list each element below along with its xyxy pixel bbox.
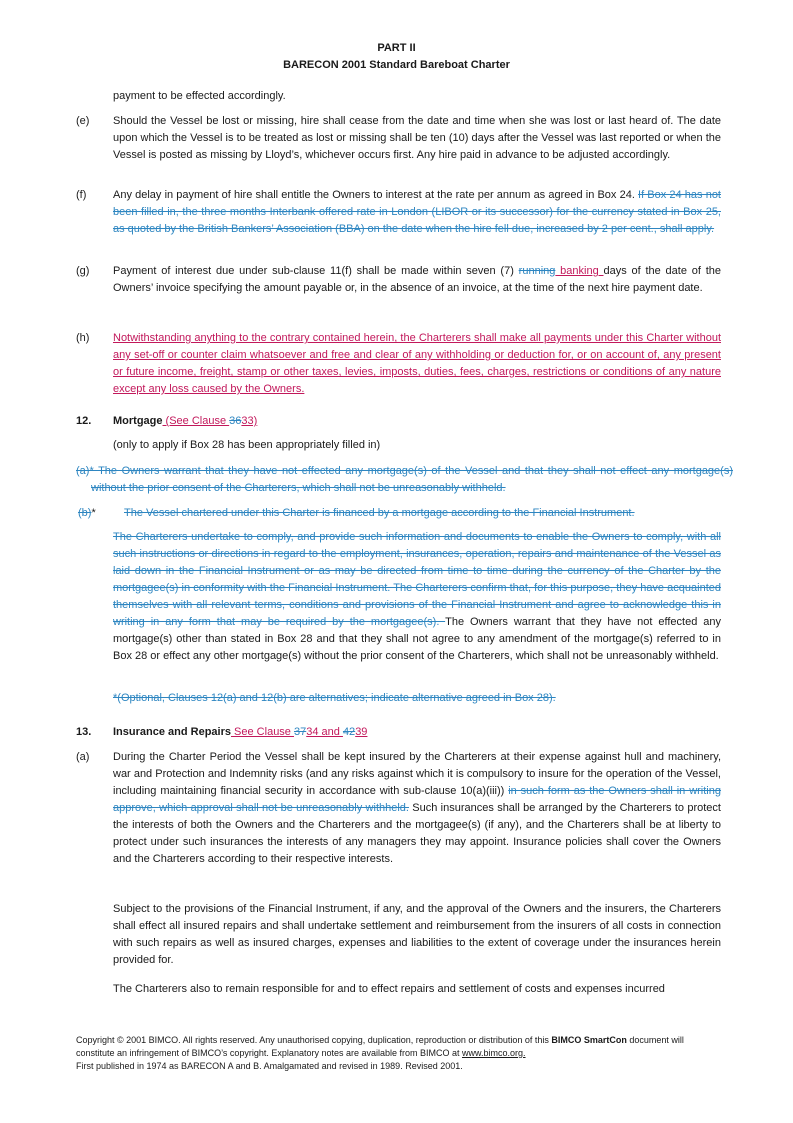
continued-text: payment to be effected accordingly. — [113, 90, 286, 102]
clause-f-text — [113, 187, 721, 238]
clause-12b-label: (b) — [78, 507, 92, 519]
clause-13-title: Insurance and Repairs — [113, 726, 231, 738]
bimco-website-link[interactable]: www.bimco.org. — [462, 1048, 526, 1058]
clause-e-body: Should the Vessel be lost or missing, hire shall cease from the date and time when she was lost or last heard of. The date upon which the Vessel is to be treated as lost or missing shall be ten (10) days after the Vessel was last reported or when the Vessel is posted as missing by Lloyd’s, whichever occurs first. Any hire paid in advance to be adjusted accordingly. — [113, 115, 721, 161]
clause-13-ref-a: See Clause — [231, 726, 294, 738]
clause-13a-body-1: During the Charter Period the Vessel shall be kept insured by the Charterers at their expense against hull and machinery, war and Protection and Indemnity risks (and any risks against which it is compulsory to insure for the operation of the Vessel, including maintaining financial security in accordance with sub-clause 10(a)(iii)) — [113, 751, 721, 797]
clause-h-label: (h) — [76, 332, 90, 344]
clause-12b-text — [124, 505, 721, 522]
clause-12a-deleted: (a)* The Owners warrant that they have not effected any mortgage(s) of the Vessel and that they shall not effect any mortgage(s) without the prior consent of the Charterers, which shall not be unreasonably withheld. — [76, 465, 733, 494]
clause-f-label: (f) — [76, 189, 87, 201]
footer-brand: BIMCO SmartCon — [551, 1035, 627, 1045]
clause-13-heading — [113, 724, 721, 741]
clause-13-ref-deleted-1: 37 — [293, 726, 307, 738]
clause-h-text — [113, 330, 721, 398]
copyright-footer — [76, 1034, 721, 1073]
clause-g-text — [113, 263, 721, 297]
clause-12-paragraph — [113, 529, 721, 665]
document-title: BARECON 2001 Standard Bareboat Charter — [283, 59, 510, 71]
clause-e-text — [113, 113, 721, 164]
clause-13-number: 13. — [76, 726, 92, 738]
clause-f-deleted: If Box 24 has not been filled in, the three months Interbank offered rate in London (LIBOR or its successor) for the currency stated in Box 25, as quoted by the British Bankers’ Association (BBA) on the date when the hire fell due, increased by 2 per cent., shall apply. — [113, 189, 721, 235]
clause-13-paragraph-3: The Charterers also to remain responsible for and to effect repairs and settlement of costs and expenses incurred — [113, 983, 665, 995]
clause-g-body-1: Payment of interest due under sub-clause 11(f) shall be made within seven (7) — [113, 265, 519, 277]
clause-12-ref-deleted: 36 — [229, 415, 242, 427]
clause-12-optional-deleted: *(Optional, Clauses 12(a) and 12(b) are alternatives; indicate alternative agreed in Box 28). — [113, 692, 556, 704]
footer-text-3: First published in 1974 as BARECON A and B. Amalgamated and revised in 1989. Revised 2001. — [76, 1061, 463, 1071]
clause-e-label: (e) — [76, 115, 90, 127]
clause-12-title: Mortgage — [113, 415, 163, 427]
clause-12-heading — [113, 413, 721, 430]
clause-12-paragraph-deleted: The Charterers undertake to comply, and provide such information and documents to enable the Owners to comply, with all such instructions or directions in regard to the employment, insurances, operation, repairs and maintenance of the Vessel as laid down in the Financial Instrument or as may be directed from time to time during the currency of the Charter by the mortgagee(s) in conformity with the Financial Instrument. The Charterers confirm that, for this purpose, they have acquainted themselves with all relevant terms, conditions and provisions of the Financial Instrument and agree to acknowledge this in writing in any form that may be required by the mortgagee(s). — [113, 531, 721, 628]
clause-h-inserted: Notwithstanding anything to the contrary contained herein, the Charterers shall make all payments under this Charter without any set-off or counter claim whatsoever and free and clear of any withholding or deduction for, or on account of, any present or future income, freight, stamp or other taxes, levies, imposts, duties, fees, charges, restrictions or conditions of any nature except any loss caused by the Owners. — [113, 332, 721, 395]
clause-13-ref-c: 39 — [355, 726, 368, 738]
clause-g-deleted: running — [518, 265, 556, 277]
clause-13-ref-b: 34 and — [306, 726, 343, 738]
clause-g-label: (g) — [76, 265, 90, 277]
clause-f-body: Any delay in payment of hire shall entitle the Owners to interest at the rate per annum as agreed in Box 24. — [113, 189, 639, 201]
clause-12-note: (only to apply if Box 28 has been appropriately filled in) — [113, 439, 381, 451]
clause-12-ref-b: 33) — [241, 415, 258, 427]
clause-13a-deleted: in such form as the Owners shall in writing approve, which approval shall not be unreasonably withheld. — [113, 785, 721, 814]
clause-g-inserted: banking — [555, 265, 604, 277]
footer-text-2: document will constitute an infringement of BIMCO’s copyright. Explanatory notes are available from BIMCO at — [76, 1035, 684, 1058]
footer-text-1: Copyright © 2001 BIMCO. All rights reserved. Any unauthorised copying, duplication, reproduction or distribution of this — [76, 1035, 552, 1045]
part-heading: PART II — [377, 42, 416, 54]
clause-13-ref-deleted-2: 42 — [342, 726, 356, 738]
clause-13a-text — [113, 749, 721, 868]
clause-13a-body-2: Such insurances shall be arranged by the Charterers to protect the interests of both the Owners and the Charterers and the mortgagee(s) (if any), and the Charterers shall be at liberty to protect under such insurances the interests of any managers they may appoint. Insurance policies shall cover the Owners and the Charterers according to their respective interests. — [113, 802, 721, 865]
clause-12-paragraph-body: The Owners warrant that they have not effected any mortgage(s) other than stated in Box 28 and that they shall not agree to any amendment of the mortgage(s) referred to in Box 28 or effect any other mortgage(s) without the prior consent of the Charterers, which shall not be unreasonably withheld. — [113, 616, 721, 662]
clause-13a-label: (a) — [76, 751, 90, 763]
clause-12-ref-a: (See Clause — [162, 415, 230, 427]
clause-12a-text — [76, 463, 733, 497]
clause-13-paragraph-2: Subject to the provisions of the Financial Instrument, if any, and the approval of the Owners and the insurers, the Charterers shall effect all insured repairs and shall undertake settlement and reimbursement from the insurers of all costs in connection with such repairs as well as insured charges, expenses and liabilities to the extent of coverage under the insurances herein provided for. — [113, 903, 721, 966]
clause-12b-deleted: The Vessel chartered under this Charter is financed by a mortgage according to the Financial Instrument. — [124, 507, 635, 519]
clause-12-optional — [113, 690, 721, 707]
clause-g-body-2: days of the date of the Owners’ invoice specifying the amount payable or, in the absence of an invoice, at the time of the next hire payment date. — [113, 265, 721, 294]
clause-12-number: 12. — [76, 415, 92, 427]
clause-12b-star: * — [91, 507, 96, 519]
